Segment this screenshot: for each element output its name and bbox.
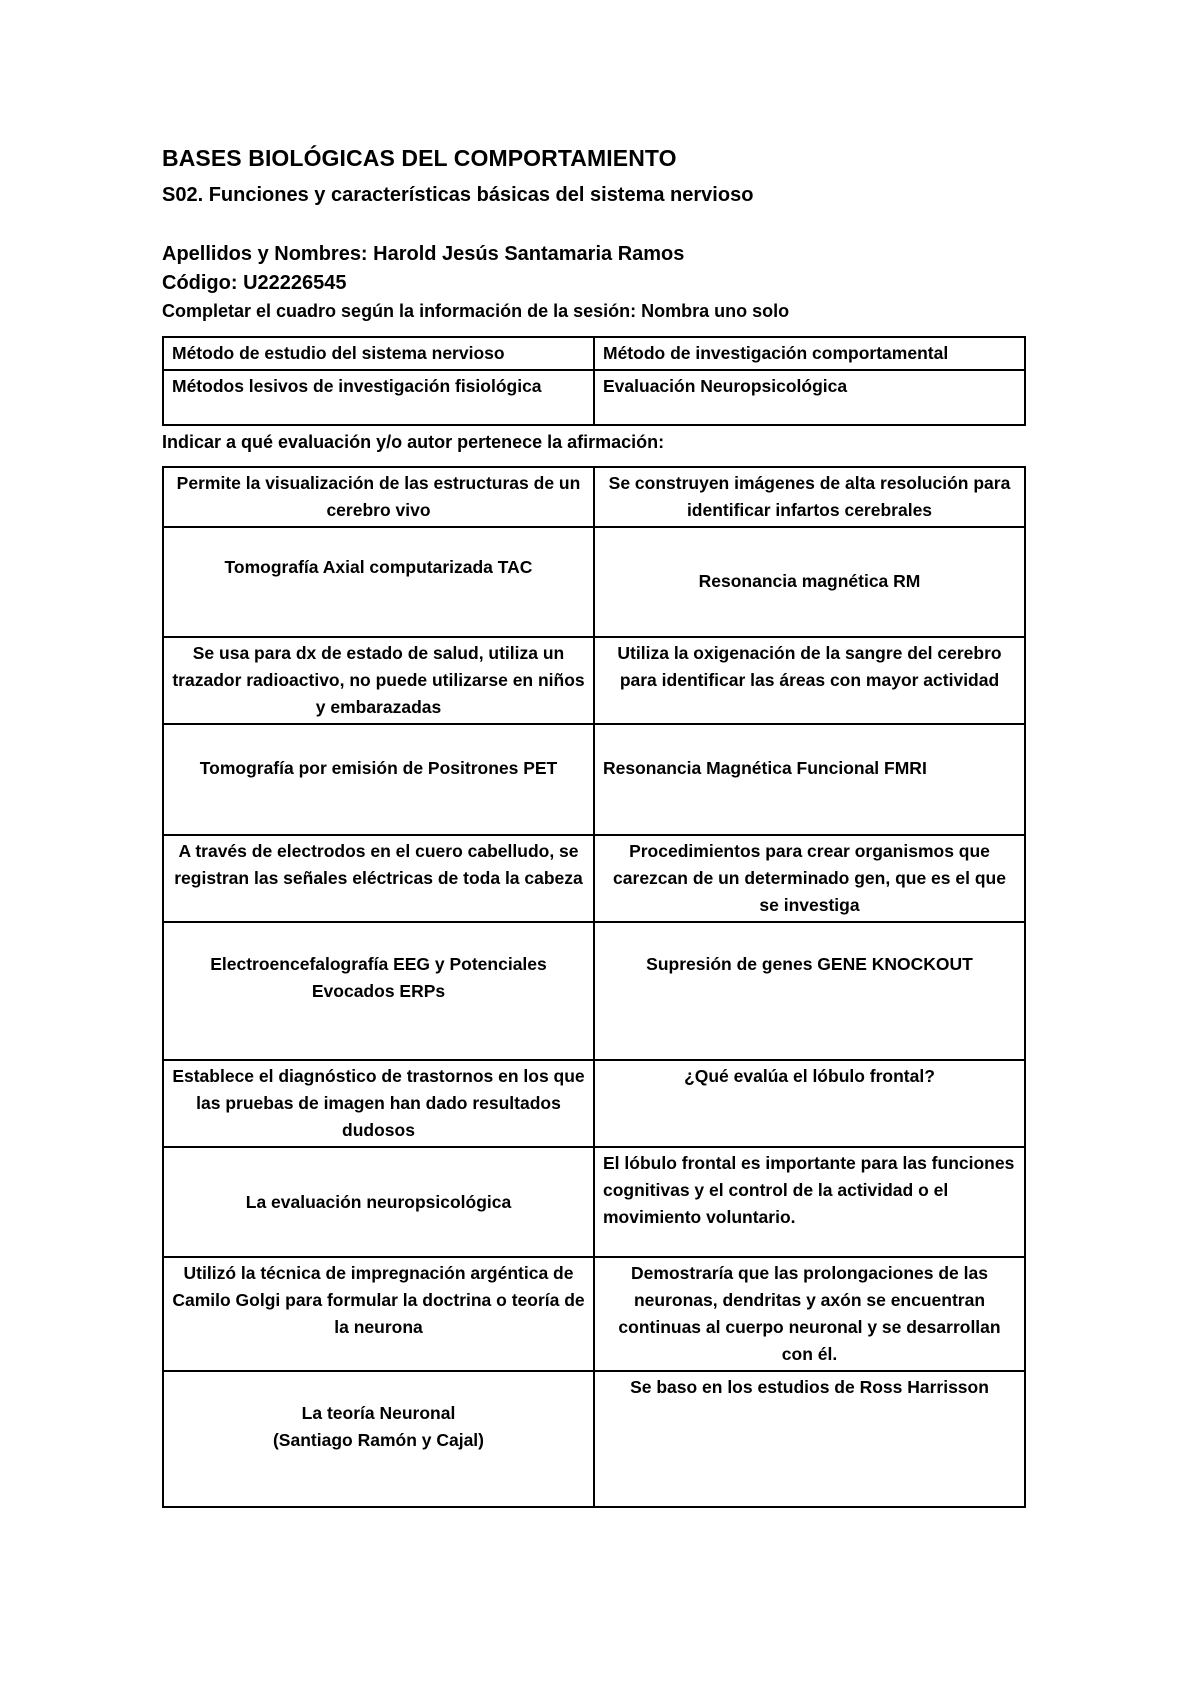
table-cell: Resonancia magnética RM (594, 527, 1025, 637)
assessment-table (162, 466, 1026, 1508)
table-cell: Demostraría que las prolongaciones de las neuronas, dendritas y axón se encuentran continuas al cuerpo neuronal y se desarrollan con él. (594, 1257, 1025, 1371)
table-cell: Electroencefalografía EEG y Potenciales Evocados ERPs (163, 922, 594, 1060)
table-cell: ¿Qué evalúa el lóbulo frontal? (594, 1060, 1025, 1147)
table-row (163, 637, 1025, 724)
table-cell: Se usa para dx de estado de salud, utiliza un trazador radioactivo, no puede utilizarse en niños y embarazadas (163, 637, 594, 724)
table-header-cell: Método de investigación comportamental (594, 337, 1025, 370)
table-row (163, 1371, 1025, 1507)
theory-name: La teoría Neuronal (301, 1403, 456, 1423)
table-cell (163, 1371, 594, 1507)
table-cell: Se baso en los estudios de Ross Harrisson (594, 1371, 1025, 1507)
section-label: Indicar a qué evaluación y/o autor pertenece la afirmación: (162, 432, 665, 452)
table-cell: Procedimientos para crear organismos que carezcan de un determinado gen, que es el que se investiga (594, 835, 1025, 922)
methods-table (162, 336, 1026, 426)
student-name: Apellidos y Nombres: Harold Jesús Santamaria Ramos (162, 243, 685, 265)
table-row (163, 922, 1025, 1060)
table-row (163, 370, 1025, 425)
table-row (163, 1147, 1025, 1257)
table-row (163, 835, 1025, 922)
table-cell: Evaluación Neuropsicológica (594, 370, 1025, 425)
table-row (163, 1257, 1025, 1371)
table-cell: A través de electrodos en el cuero cabelludo, se registran las señales eléctricas de toda la cabeza (163, 835, 594, 922)
table-cell: Resonancia Magnética Funcional FMRI (594, 724, 1025, 835)
table-cell: Utilizó la técnica de impregnación argéntica de Camilo Golgi para formular la doctrina o teoría de la neurona (163, 1257, 594, 1371)
document-subtitle: S02. Funciones y características básicas del sistema nervioso (162, 184, 754, 206)
table-header-cell: Método de estudio del sistema nervioso (163, 337, 594, 370)
table-cell: Supresión de genes GENE KNOCKOUT (594, 922, 1025, 1060)
table-cell: Se construyen imágenes de alta resolución para identificar infartos cerebrales (594, 467, 1025, 527)
table-cell: Métodos lesivos de investigación fisiológica (163, 370, 594, 425)
document-page (162, 145, 1026, 1508)
table-cell: Tomografía por emisión de Positrones PET (163, 724, 594, 835)
table-row (163, 527, 1025, 637)
table-cell: Establece el diagnóstico de trastornos en los que las pruebas de imagen han dado resultados dudosos (163, 1060, 594, 1147)
table-row (163, 1060, 1025, 1147)
instruction-text: Completar el cuadro según la información de la sesión: Nombra uno solo (162, 301, 790, 321)
table-cell: La evaluación neuropsicológica (163, 1147, 594, 1257)
document-title: BASES BIOLÓGICAS DEL COMPORTAMIENTO (162, 145, 677, 171)
table-row (163, 467, 1025, 527)
student-code: Código: U22226545 (162, 272, 347, 294)
table-row (163, 724, 1025, 835)
table-cell: Utiliza la oxigenación de la sangre del cerebro para identificar las áreas con mayor actividad (594, 637, 1025, 724)
theory-author: (Santiago Ramón y Cajal) (272, 1430, 484, 1450)
table-cell: El lóbulo frontal es importante para las funciones cognitivas y el control de la actividad o el movimiento voluntario. (594, 1147, 1025, 1257)
table-cell: Tomografía Axial computarizada TAC (163, 527, 594, 637)
table-row (163, 337, 1025, 370)
table-cell: Permite la visualización de las estructuras de un cerebro vivo (163, 467, 594, 527)
